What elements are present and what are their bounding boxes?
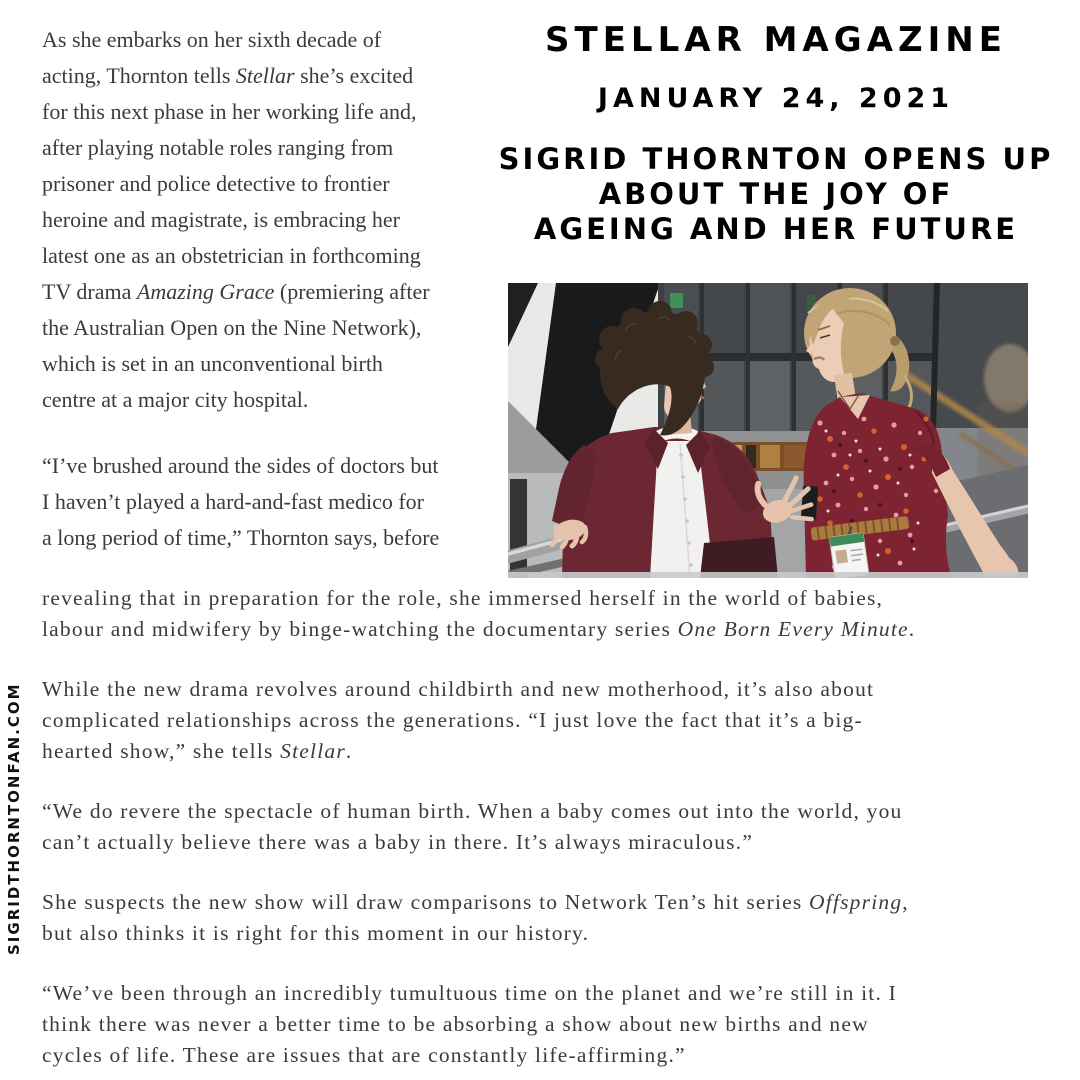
magazine-title: STELLAR MAGAZINE [545, 20, 1007, 60]
bottom-paragraph-5: “We’ve been through an incredibly tumultuous time on the planet and we’re still in it. I think there was never a better time to be absorbing a show about new births and new cycles of life. These are issues that are constantly life-affirming.” [42, 981, 897, 1067]
article-headline: SIGRID THORNTON OPENS UP ABOUT THE JOY OF AGEING AND HER FUTURE [498, 142, 1054, 246]
left-column-paragraph-1: As she embarks on her sixth decade of acting, Thornton tells Stellar she’s excited for this next phase in her working life and, after playing notable roles ranging from prisoner and police detective to frontier heroine and magistrate, is embracing her latest one as an obstetrician in forthcoming TV drama Amazing Grace (premiering after the Australian Open on the Nine Network), which is set in an unconventional birth centre at a major city hospital. [42, 27, 430, 412]
bottom-paragraph-4: She suspects the new show will draw comparisons to Network Ten’s hit series Offspring, but also thinks it is right for this moment in our history. [42, 890, 909, 945]
issue-date: JANUARY 24, 2021 [597, 83, 955, 114]
amazing-grace-still [508, 283, 1028, 578]
bottom-paragraph-3: “We do revere the spectacle of human birth. When a baby comes out into the world, you can’t actually believe there was a baby in there. It’s always miraculous.” [42, 799, 903, 854]
article-bottom-text [42, 583, 1054, 1080]
article-photo [508, 283, 1028, 578]
site-watermark-vertical: SIGRIDTHORNTONFAN.COM [5, 682, 23, 955]
bottom-paragraph-1: revealing that in preparation for the role, she immersed herself in the world of babies, labour and midwifery by binge-watching the documentary series One Born Every Minute. [42, 586, 916, 641]
bottom-paragraph-2: While the new drama revolves around childbirth and new motherhood, it’s also about complicated relationships across the generations. “I just love the fact that it’s a big- hearted show,” she tells Stellar. [42, 677, 875, 763]
id-badge [829, 533, 869, 578]
article-left-column [42, 22, 492, 556]
masthead [488, 20, 1064, 247]
left-column-paragraph-2: “I’ve brushed around the sides of doctors but I haven’t played a hard-and-fast medico for a long period of time,” Thornton says, before [42, 453, 440, 550]
green-sign [670, 293, 683, 308]
floor-strip [508, 572, 1028, 578]
